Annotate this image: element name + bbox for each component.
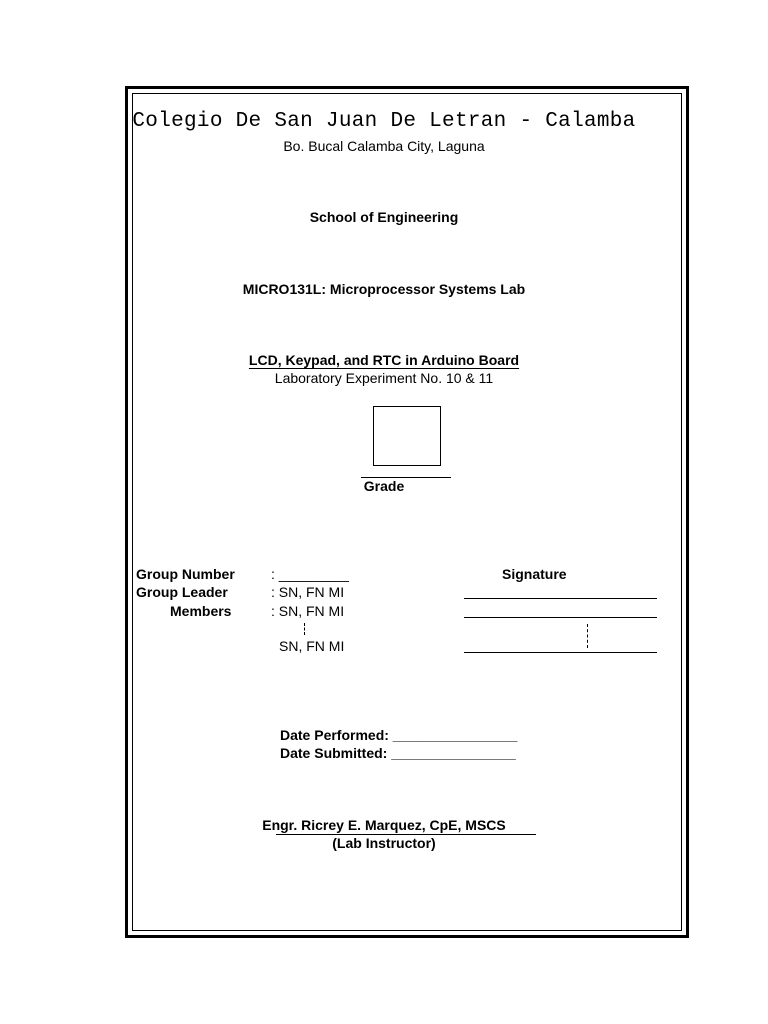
- date-submitted: Date Submitted: ________________: [280, 745, 516, 761]
- instructor-role: (Lab Instructor): [332, 835, 436, 851]
- school-address: Bo. Bucal Calamba City, Laguna: [283, 138, 485, 154]
- group-number-label: Group Number: [136, 566, 235, 582]
- department-title: School of Engineering: [309, 209, 459, 225]
- signature-line-member-1: [464, 617, 657, 618]
- group-number-value: : _________: [271, 566, 349, 582]
- member-1-value: : SN, FN MI: [271, 603, 345, 619]
- grade-box: [373, 406, 441, 466]
- signature-ellipsis-marker: [587, 624, 588, 648]
- experiment-title: [0, 352, 768, 368]
- group-leader-value: : SN, FN MI: [271, 584, 345, 600]
- signature-line-leader: [464, 598, 657, 599]
- signature-line-member-last: [464, 652, 657, 653]
- course-title: MICRO131L: Microprocessor Systems Lab: [242, 281, 526, 297]
- members-ellipsis-marker: [304, 623, 305, 635]
- grade-label: Grade: [363, 478, 405, 494]
- group-leader-label: Group Leader: [136, 584, 228, 600]
- signature-label: Signature: [502, 566, 567, 582]
- school-name: Colegio De San Juan De Letran - Calamba: [132, 110, 636, 133]
- experiment-number: Laboratory Experiment No. 10 & 11: [274, 370, 494, 386]
- members-label: Members: [170, 603, 232, 619]
- date-performed: Date Performed: ________________: [280, 727, 518, 743]
- instructor-name: Engr. Ricrey E. Marquez, CpE, MSCS: [262, 817, 506, 833]
- member-last-value: SN, FN MI: [279, 638, 345, 654]
- experiment-title-text: LCD, Keypad, and RTC in Arduino Board: [248, 352, 520, 368]
